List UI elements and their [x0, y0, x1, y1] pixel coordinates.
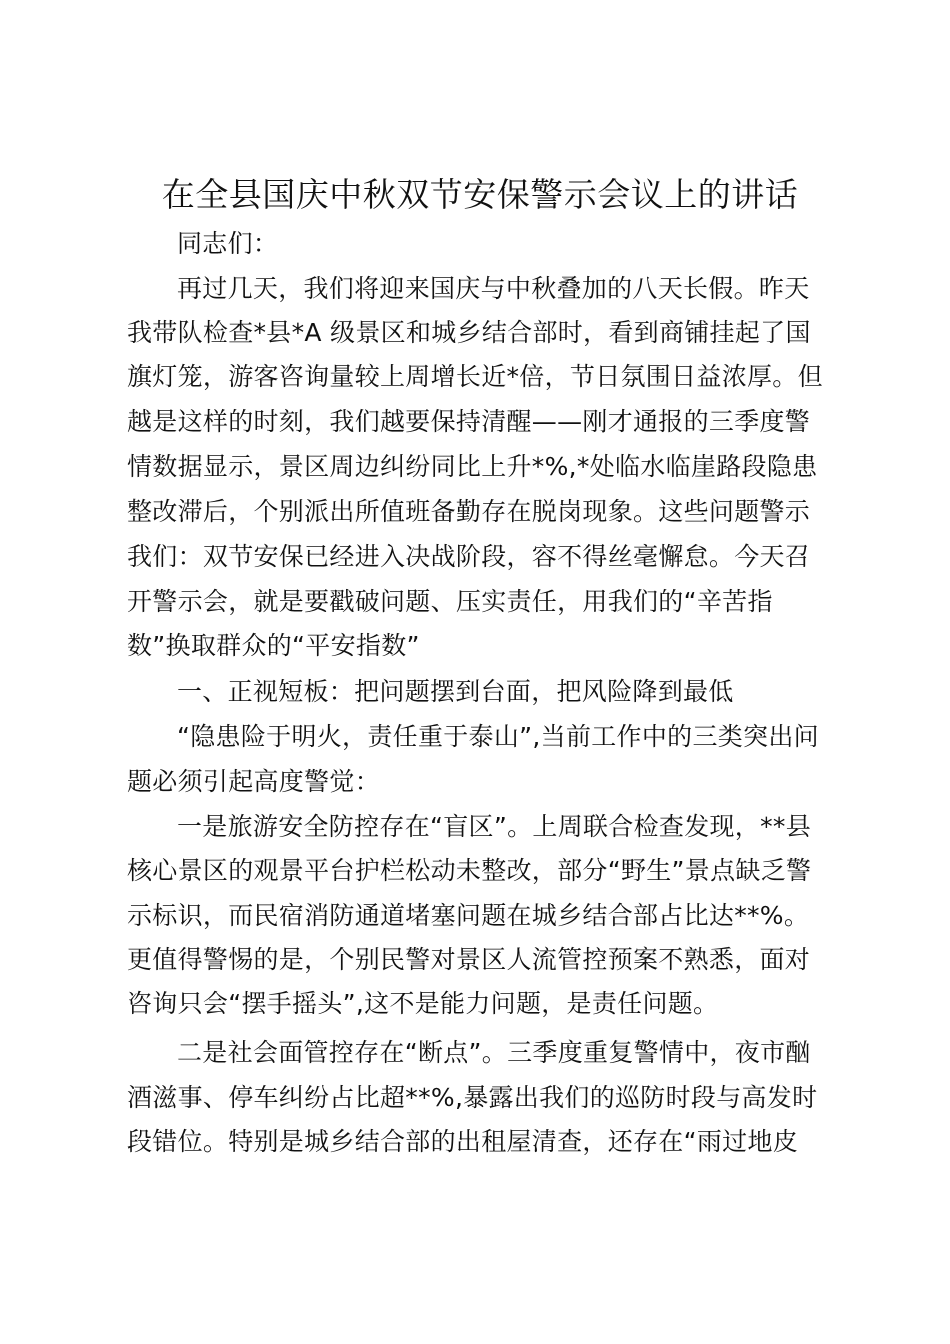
paragraph3-line: 更值得警惕的是，个别民警对景区人流管控预案不熟悉，面对 — [127, 945, 811, 974]
paragraph1-line: 旗灯笼，游客咨询量较上周增长近*倍，节日氛围日益浓厚。但 — [127, 362, 823, 391]
paragraph1-line: 开警示会，就是要戳破问题、压实责任，用我们的“辛苦指 — [127, 587, 773, 616]
paragraph4-line: 段错位。特别是城乡结合部的出租屋清查，还存在“雨过地皮 — [127, 1127, 799, 1156]
document-title: 在全县国庆中秋双节安保警示会议上的讲话 — [161, 175, 799, 214]
paragraph1-line: 数”换取群众的“平安指数” — [127, 631, 420, 660]
paragraph2-line: 题必须引起高度警觉： — [127, 767, 381, 796]
paragraph4-line: 二是社会面管控存在“断点”。三季度重复警情中，夜市酗 — [177, 1038, 811, 1067]
paragraph1-line: 情数据显示，景区周边纠纷同比上升*%,*处临水临崖路段隐患 — [127, 452, 818, 481]
paragraph3-line: 示标识，而民宿消防通道堵塞问题在城乡结合部占比达**%。 — [127, 901, 810, 930]
paragraph1-line: 整改滞后，个别派出所值班备勤存在脱岗现象。这些问题警示 — [127, 497, 811, 526]
greeting: 同志们： — [177, 229, 279, 258]
section1-heading: 一、正视短板：把问题摆到台面，把风险降到最低 — [177, 677, 734, 706]
paragraph3-line: 咨询只会“摆手摇头”,这不是能力问题，是责任问题。 — [127, 989, 719, 1018]
paragraph1-line: 越是这样的时刻，我们越要保持清醒——刚才通报的三季度警 — [127, 407, 811, 436]
paragraph3-line: 一是旅游安全防控存在“盲区”。上周联合检查发现，**县 — [177, 812, 812, 841]
paragraph3-line: 核心景区的观景平台护栏松动未整改，部分“野生”景点缺乏警 — [127, 856, 812, 885]
paragraph1-line: 我们：双节安保已经进入决战阶段，容不得丝毫懈怠。今天召 — [127, 542, 811, 571]
paragraph4-line: 酒滋事、停车纠纷占比超**%,暴露出我们的巡防时段与高发时 — [127, 1083, 818, 1112]
paragraph1-line: 再过几天，我们将迎来国庆与中秋叠加的八天长假。昨天 — [177, 274, 810, 303]
paragraph2-line: “隐患险于明火，责任重于泰山”,当前工作中的三类突出问 — [177, 722, 819, 751]
paragraph1-line: 我带队检查*县*A 级景区和城乡结合部时，看到商铺挂起了国 — [127, 318, 811, 347]
